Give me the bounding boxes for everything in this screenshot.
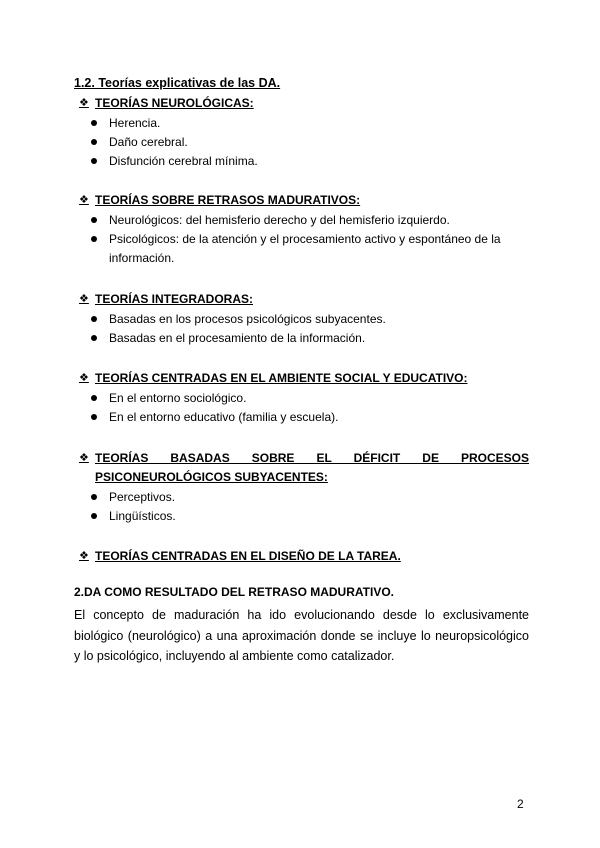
page-number: 2 (517, 797, 524, 811)
list-item (89, 408, 529, 427)
list-item-text: Disfunción cerebral mínima. (109, 154, 258, 168)
section-heading (79, 449, 529, 487)
list-item-text: Lingüísticos. (109, 509, 176, 523)
diamond-bullet-icon: ❖ (79, 372, 89, 384)
diamond-bullet-icon: ❖ (79, 550, 89, 562)
section-heading-text: TEORÍAS INTEGRADORAS: (95, 292, 254, 306)
list-item (89, 230, 529, 268)
section-heading-text: TEORÍAS SOBRE RETRASOS MADURATIVOS: (95, 193, 361, 207)
list-item (89, 310, 529, 329)
item-list (79, 310, 529, 348)
list-item (89, 114, 529, 133)
diamond-bullet-icon: ❖ (79, 194, 89, 206)
section-deficit-procesos (79, 449, 529, 526)
section-heading-text: TEORÍAS NEUROLÓGICAS: (95, 96, 254, 110)
section-integradoras (79, 290, 529, 348)
list-item (89, 211, 529, 230)
list-item (89, 133, 529, 152)
item-list (79, 211, 529, 268)
section-heading (79, 94, 529, 113)
list-item-text: Basadas en el procesamiento de la información. (109, 331, 366, 345)
list-item-text: En el entorno educativo (familia y escuela). (109, 410, 339, 424)
diamond-bullet-icon: ❖ (79, 452, 89, 464)
section-heading-text: TEORÍAS CENTRADAS EN EL AMBIENTE SOCIAL Y EDUCATIVO: (95, 371, 468, 385)
list-item-text: Basadas en los procesos psicológicos subyacentes. (109, 312, 386, 326)
list-item-text: Neurológicos: del hemisferio derecho y del hemisferio izquierdo. (109, 213, 450, 227)
list-item-text: Herencia. (109, 116, 161, 130)
diamond-bullet-icon: ❖ (79, 293, 89, 305)
section-heading (79, 369, 529, 388)
section-heading (79, 191, 529, 210)
section-neurologicas (79, 94, 529, 171)
section-heading-text: TEORÍAS BASADAS SOBRE EL DÉFICIT DE PROCESOS PSICONEUROLÓGICOS SUBYACENTES: (95, 451, 529, 484)
section2-body: El concepto de maduración ha ido evolucionando desde lo exclusivamente biológico (neurológico) a una aproximación donde se incluye lo neuropsicológico y lo psicológico, incluyendo al ambiente como catalizador. (74, 608, 529, 663)
list-item-text: Daño cerebral. (109, 135, 188, 149)
document-title: 1.2. Teorías explicativas de las DA. (74, 76, 281, 90)
list-item (89, 507, 529, 526)
list-item-text: Perceptivos. (109, 490, 176, 504)
section-heading-text: TEORÍAS CENTRADAS EN EL DISEÑO DE LA TAREA. (95, 549, 401, 563)
section-heading (79, 290, 529, 309)
list-item (89, 389, 529, 408)
list-item (89, 152, 529, 171)
list-item-text: Psicológicos: de la atención y el procesamiento activo y espontáneo de la información. (109, 232, 501, 265)
section-diseno-tarea (79, 547, 529, 566)
item-list (79, 114, 529, 171)
item-list (79, 488, 529, 526)
list-item-text: En el entorno sociológico. (109, 391, 247, 405)
section2-title: 2.DA COMO RESULTADO DEL RETRASO MADURATIVO. (74, 585, 395, 599)
section-heading (79, 547, 529, 566)
item-list (79, 389, 529, 427)
list-item (89, 329, 529, 348)
section-ambiente-social (79, 369, 529, 427)
list-item (89, 488, 529, 507)
section-retrasos-madurativos (79, 191, 529, 268)
diamond-bullet-icon: ❖ (79, 97, 89, 109)
